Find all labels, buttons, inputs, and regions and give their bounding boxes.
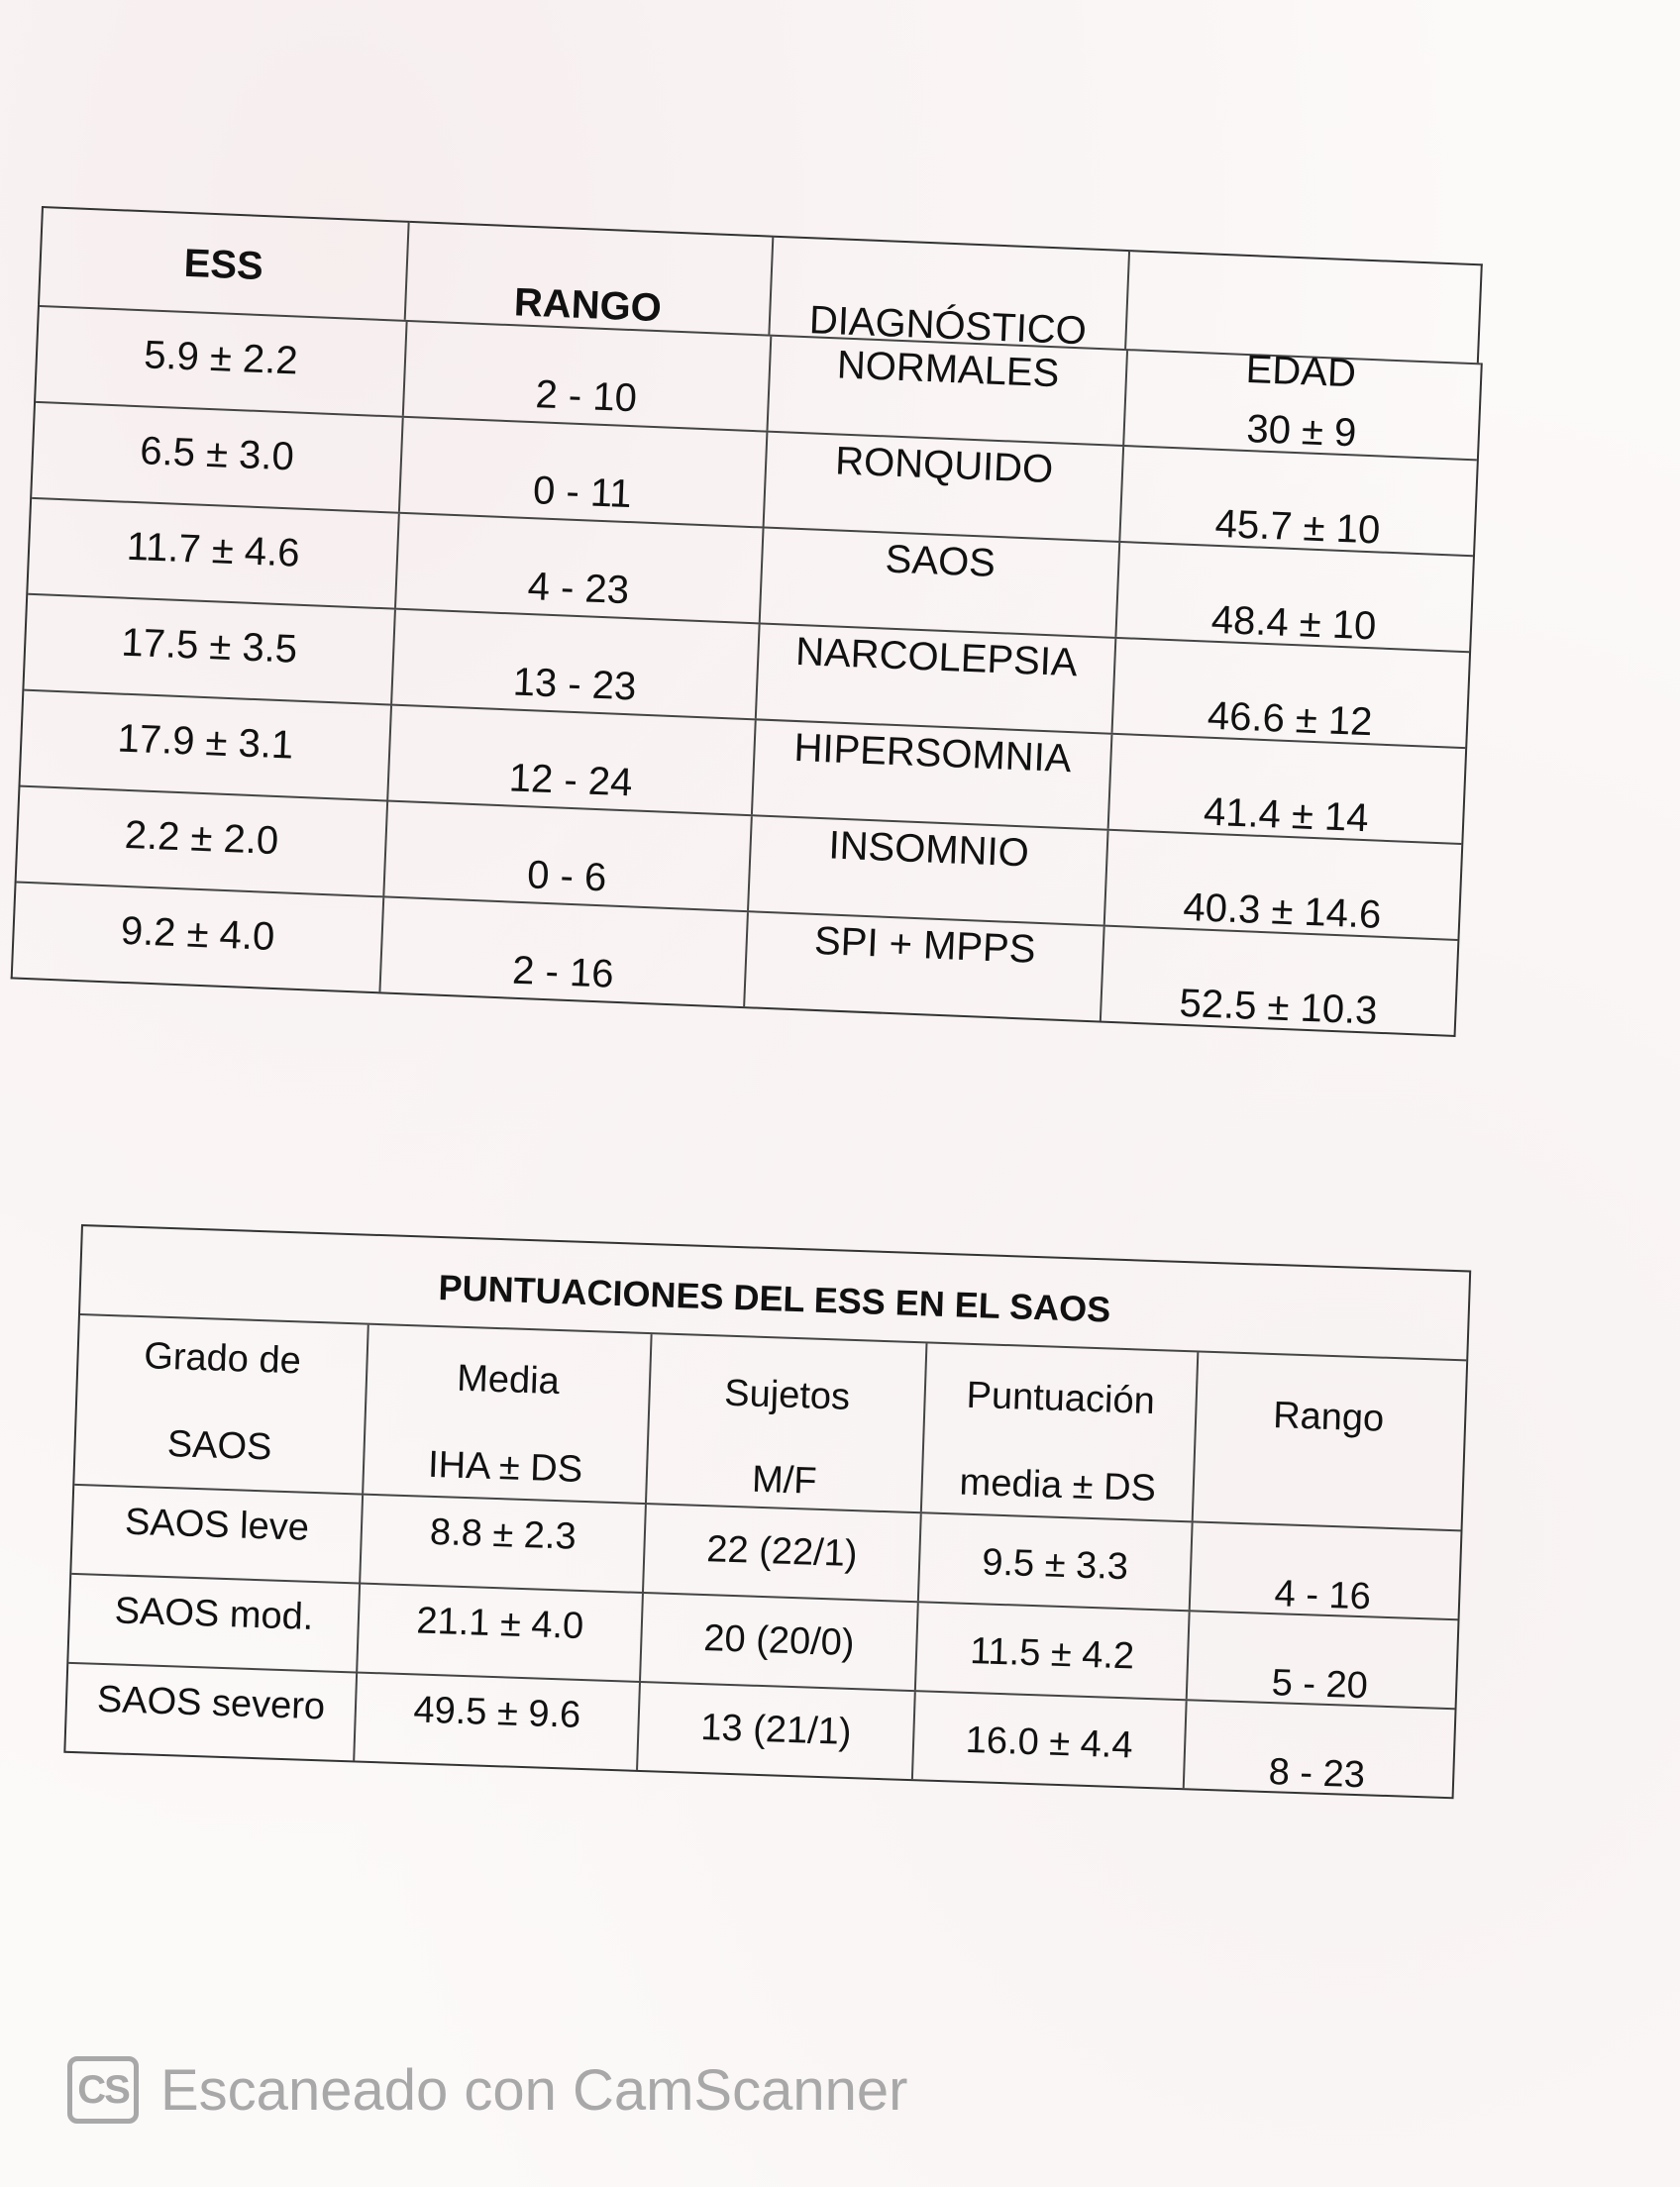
header-puntuacion: Puntuación media ± DS	[922, 1343, 1199, 1520]
header-sujetos: Sujetos M/F	[647, 1334, 927, 1511]
cell-diagnostico: INSOMNIO	[749, 816, 1109, 924]
header-grado: Grado de SAOS	[74, 1315, 368, 1494]
cell-grado: SAOS leve	[71, 1486, 364, 1583]
cell-rango: 0 - 11	[400, 418, 769, 527]
cell-grado: SAOS severo	[65, 1664, 358, 1761]
camscanner-logo-icon: CS	[67, 2056, 139, 2124]
cell-diagnostico: RONQUIDO	[765, 433, 1125, 541]
cell-puntuacion: 9.5 ± 3.3	[919, 1513, 1194, 1610]
cell-diagnostico: SPI + MPPS	[745, 912, 1105, 1020]
cell-edad: 41.4 ± 14	[1203, 789, 1370, 841]
cell-sujetos: 22 (22/1)	[644, 1505, 922, 1601]
header-rango: Rango	[1272, 1395, 1385, 1440]
cell-rango: 4 - 16	[1274, 1573, 1372, 1618]
cell-rango: 13 - 23	[392, 610, 761, 719]
ess-by-diagnosis-table	[11, 206, 1487, 1037]
table-body	[11, 305, 1483, 1037]
cell-rango: 4 - 23	[396, 514, 765, 623]
cell-ess: 17.9 ± 3.1	[21, 691, 393, 800]
cell-ess: 5.9 ± 2.2	[36, 307, 408, 416]
watermark-text: Escaneado con CamScanner	[160, 2057, 908, 2123]
ess-saos-scores-table	[63, 1224, 1471, 1799]
cell-rango: 12 - 24	[388, 706, 757, 815]
table-title: PUNTUACIONES DEL ESS EN EL SAOS	[80, 1226, 1469, 1361]
cell-edad: 52.5 ± 10.3	[1178, 981, 1379, 1033]
header-rango: RANGO	[406, 221, 775, 335]
cell-diagnostico: SAOS	[761, 529, 1121, 637]
cell-media: 8.8 ± 2.3	[361, 1496, 647, 1592]
cell-edad: 48.4 ± 10	[1210, 597, 1378, 649]
header-diagnostico: DIAGNÓSTICO	[770, 236, 1130, 349]
cell-ess: 11.7 ± 4.6	[28, 499, 400, 608]
cell-grado: SAOS mod.	[68, 1575, 361, 1672]
cell-puntuacion: 11.5 ± 4.2	[916, 1603, 1191, 1699]
cell-ess: 17.5 ± 3.5	[24, 595, 396, 704]
cell-edad: 45.7 ± 10	[1213, 501, 1382, 553]
cell-sujetos: 20 (20/0)	[641, 1594, 919, 1690]
cell-media: 49.5 ± 9.6	[355, 1674, 641, 1770]
cell-puntuacion: 16.0 ± 4.4	[913, 1692, 1188, 1788]
cell-media: 21.1 ± 4.0	[358, 1585, 644, 1681]
cell-diagnostico: HIPERSOMNIA	[753, 720, 1113, 828]
cell-rango: 2 - 10	[404, 322, 773, 431]
header-edad: EDAD	[1126, 250, 1483, 363]
cell-edad: 40.3 ± 14.6	[1182, 885, 1383, 937]
cell-rango: 5 - 20	[1271, 1662, 1369, 1708]
header-ess: ESS	[38, 206, 410, 320]
cell-rango: 8 - 23	[1268, 1751, 1366, 1797]
header-media: Media IHA ± DS	[364, 1325, 652, 1503]
cell-edad: 30 ± 9	[1245, 407, 1358, 456]
cell-ess: 6.5 ± 3.0	[32, 403, 404, 512]
camscanner-watermark	[67, 2056, 907, 2124]
cell-rango: 2 - 16	[380, 897, 749, 1006]
cell-rango: 0 - 6	[384, 802, 753, 911]
cell-ess: 2.2 ± 2.0	[17, 787, 389, 896]
cell-edad: 46.6 ± 12	[1207, 693, 1374, 745]
cell-diagnostico: NORMALES	[768, 337, 1128, 445]
cell-sujetos: 13 (21/1)	[638, 1683, 916, 1779]
cell-diagnostico: NARCOLEPSIA	[757, 624, 1117, 732]
cell-ess: 9.2 ± 4.0	[13, 884, 385, 992]
